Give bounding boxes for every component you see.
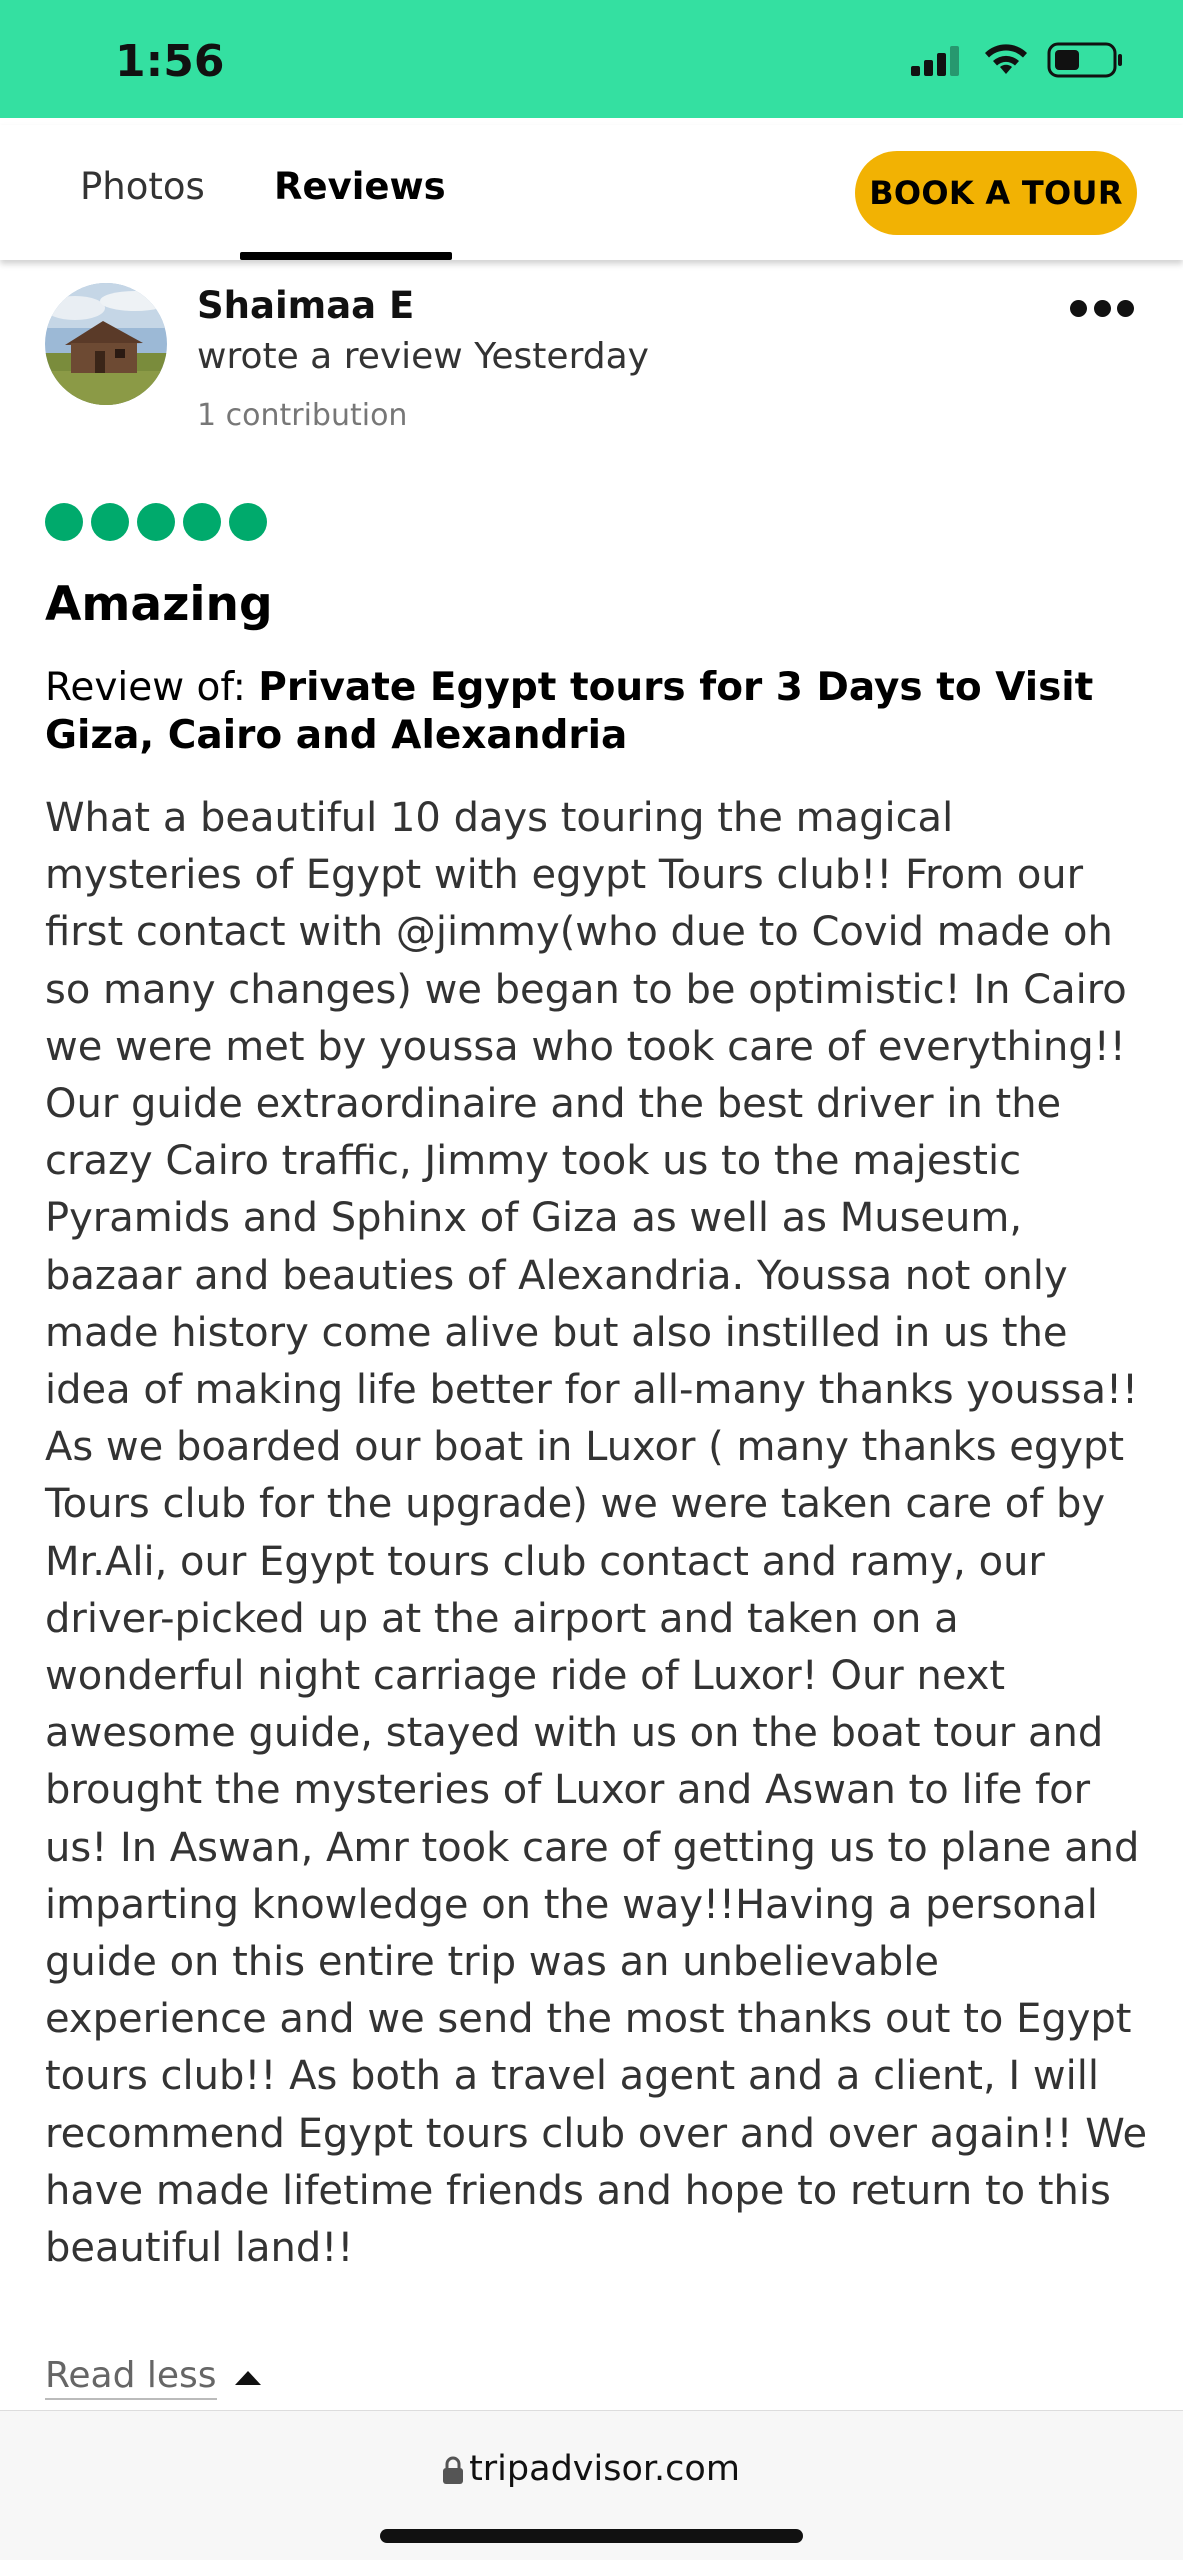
url-text: tripadvisor.com [469,2449,740,2489]
more-options-button[interactable] [1070,290,1134,326]
review-title: Amazing [45,577,273,632]
active-tab-indicator [240,252,452,260]
wifi-icon [983,43,1029,77]
more-dot [1117,300,1134,317]
review-of-tour-link[interactable]: Private Egypt tours for 3 Days to Visit Giza, Cairo and Alexandria [45,665,1094,758]
browser-bottom-bar [0,2410,1183,2560]
rating-bubble-icon [45,503,83,541]
status-bar [0,0,1183,125]
avatar[interactable] [45,283,167,405]
caret-up-icon [235,2371,261,2385]
avatar-cabin-photo [45,283,167,405]
read-less-label: Read less [45,2355,217,2400]
tab-reviews[interactable]: Reviews [274,165,446,208]
rating-bubble-icon [229,503,267,541]
battery-icon [1047,42,1123,78]
rating-bubble-icon [91,503,129,541]
more-dot [1070,300,1087,317]
review-of-prefix: Review of: [45,665,259,710]
review-date: wrote a review Yesterday [197,336,649,377]
cellular-signal-icon [911,44,965,76]
contribution-count: 1 contribution [197,398,408,433]
rating-bubble-icon [137,503,175,541]
tab-bar [0,125,1183,260]
author-name[interactable]: Shaimaa E [197,284,415,327]
address-bar[interactable] [0,2449,1183,2489]
rating-bubbles [45,503,267,541]
rating-bubble-icon [183,503,221,541]
tab-photos[interactable]: Photos [80,165,205,208]
status-icons [911,42,1123,78]
lock-icon [443,2456,463,2484]
read-less-button[interactable] [45,2355,261,2400]
book-a-tour-button[interactable]: BOOK A TOUR [855,151,1137,235]
review-body: What a beautiful 10 days touring the magical mysteries of Egypt with egypt Tours club!! From our first contact with @jimmy(who due to Covid made oh so many changes) we began to be optimistic! In Cairo we were met by youssa who took care of everything!! Our guide extraordinaire and the best driver in the crazy Cairo traffic, Jimmy took us to the majestic Pyramids and Sphinx of Giza as well as Museum, bazaar and beauties of Alexandria. Youssa not only made history come alive but also instilled in us the idea of making life better for all-many thanks youssa!! As we boarded our boat in Luxor ( many thanks egypt Tours club for the upgrade) we were taken care of by Mr.Ali, our Egypt tours club contact and ramy, our driver-picked up at the airport and taken on a wonderful night carriage ride of Luxor! Our next awesome guide, stayed with us on the boat tour and brought the mysteries of Luxor and Aswan to life for us! In Aswan, Amr took care of getting us to plane and imparting knowledge on the way!!Having a personal guide on this entire trip was an unbelievable experience and we send the most thanks out to Egypt tours club!! As both a travel agent and a client, I will recommend Egypt tours club over and over again!! We have made lifetime friends and hope to return to this beautiful land!! [45,795,1148,2272]
more-dot [1094,300,1111,317]
review-of [45,664,1155,760]
status-time: 1:56 [115,36,225,87]
home-indicator[interactable] [380,2529,803,2543]
